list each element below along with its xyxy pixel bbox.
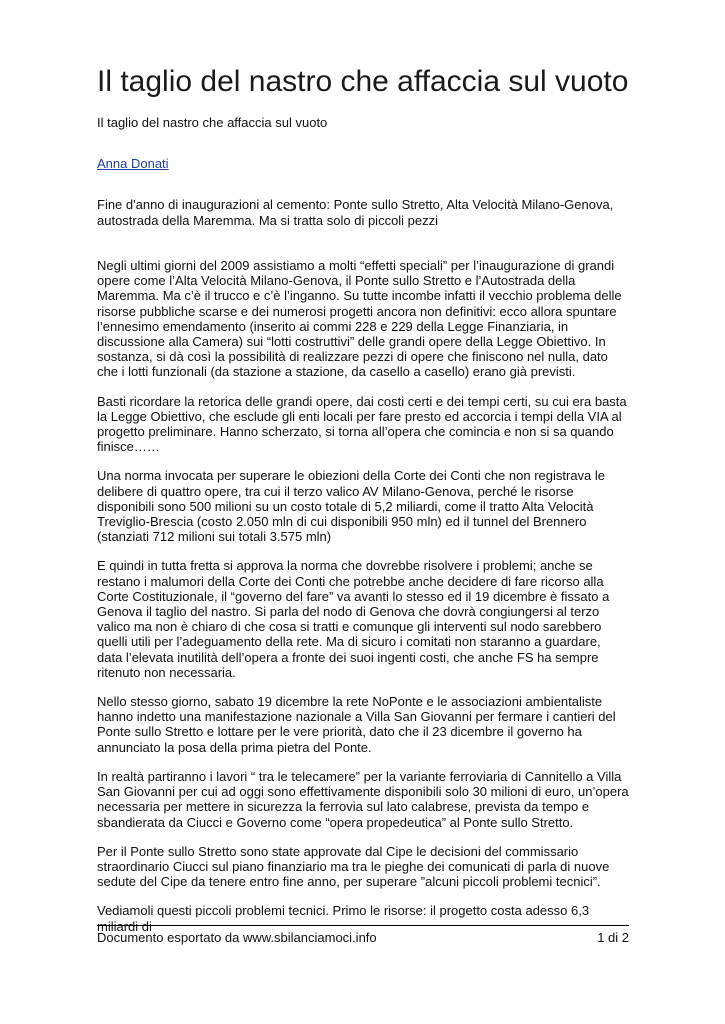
body-paragraph: In realtà partiranno i lavori “ tra le telecamere” per la variante ferroviaria di Cannitello a Villa San Giovanni per cui ad oggi sono effettivamente disponibili solo 30 milioni di euro, un’opera necessaria per mettere in sicurezza la ferrovia sul lato calabrese, prevista da tempo e sbandierata da Ciucci e Governo come “opera propedeutica” al Ponte sullo Stretto. — [97, 768, 629, 830]
body-paragraph: Nello stesso giorno, sabato 19 dicembre la rete NoPonte e le associazioni ambientaliste hanno indetto una manifestazione nazionale a Villa San Giovanni per fermare i cantieri del Ponte sullo Stretto e lottare per le vere priorità, dato che il 23 dicembre il governo ha annunciato la posa della prima pietra del Ponte. — [97, 694, 616, 755]
article-body — [97, 258, 629, 934]
body-paragraph: E quindi in tutta fretta si approva la norma che dovrebbe risolvere i problemi; anche se restano i malumori della Corte dei Conti che potrebbe anche decidere di fare ricorso alla Corte Costituzionale, il “governo del fare” va avanti lo stesso ed il 19 dicembre è fissato a Genova il taglio del nastro. Si parla del nodo di Genova che dovrà congiungersi al terzo valico ma non è chiaro di che cosa si tratti e comunque gli interventi sul nodo sarebbero quelli utili per l’adeguamento della rete. Ma di sicuro i comitati non staranno a guardare, data l’elevata inutilità dell’opera a fronte dei suoi ingenti costi, che anche FS ha sempre ritenuto non necessaria. — [97, 558, 610, 680]
body-paragraph: Negli ultimi giorni del 2009 assistiamo a molti “effetti speciali” per l’inaugurazione di grandi opere come l’Alta Velocità Milano-Genova, il Ponte sullo Stretto e l’Autostrada della Maremma. Ma c’è il trucco e c’è l’inganno. Su tutte incombe infatti il vecchio problema delle risorse pubbliche scarse e dei numerosi progetti ancora non definitivi: ecco allora spuntare l’ennesimo emendamento (inserito ai commi 228 e 229 della Legge Finanziaria, in discussione alla Camera) sui “lotti costruttivi” delle grandi opere della Legge Obiettivo. In sostanza, si dà così la possibilità di realizzare pezzi di opere che finiscono nel nulla, dato che i lotti funzionali (da stazione a stazione, da casello a casello) erano già previsti. — [97, 258, 622, 380]
document-page — [97, 64, 629, 948]
body-paragraph: Basti ricordare la retorica delle grandi opere, dai costi certi e dei tempi certi, su cui era basta la Legge Obiettivo, che esclude gli enti locali per fare presto ed accorcia i tempi della VIA al progetto preliminare. Hanno scherzato, si torna all’opera che comincia e non si sa quando finisce…… — [97, 393, 627, 455]
document-title: Il taglio del nastro che affaccia sul vuoto — [97, 65, 629, 98]
body-paragraph: Vediamoli questi piccoli problemi tecnici. Primo le risorse: il progetto costa adesso 6,3 miliardi di — [97, 903, 590, 934]
body-paragraph: Per il Ponte sullo Stretto sono state approvate dal Cipe le decisioni del commissario straordinario Ciucci sul piano finanziario ma tra le pieghe dei comunicati di parla di nuove sedute del Cipe da tenere entro fine anno, per superare ”alcuni piccoli problemi tecnici”. — [97, 843, 610, 890]
author-link[interactable]: Anna Donati — [97, 156, 169, 171]
author-line — [97, 156, 629, 172]
page-number: 1 di 2 — [597, 930, 629, 945]
lead-paragraph: Fine d'anno di inaugurazioni al cemento: Ponte sullo Stretto, Alta Velocità Milano-Genova, autostrada della Maremma. Ma si tratta solo di piccoli pezzi — [97, 197, 614, 228]
page-footer — [97, 925, 629, 946]
footer-source: Documento esportato da www.sbilanciamoci.info — [97, 930, 377, 945]
document-subtitle: Il taglio del nastro che affaccia sul vuoto — [97, 115, 328, 130]
body-paragraph: Una norma invocata per superare le obiezioni della Corte dei Conti che non registrava le delibere di quattro opere, tra cui il terzo valico AV Milano-Genova, perché le risorse disponibili sono 500 milioni su un costo totale di 5,2 miliardi, come il tratto Alta Velocità Treviglio-Brescia (costo 2.050 mln di cui disponibili 950 mln) ed il tunnel del Brennero (stanziati 712 milioni sui totali 3.575 mln) — [97, 468, 606, 545]
